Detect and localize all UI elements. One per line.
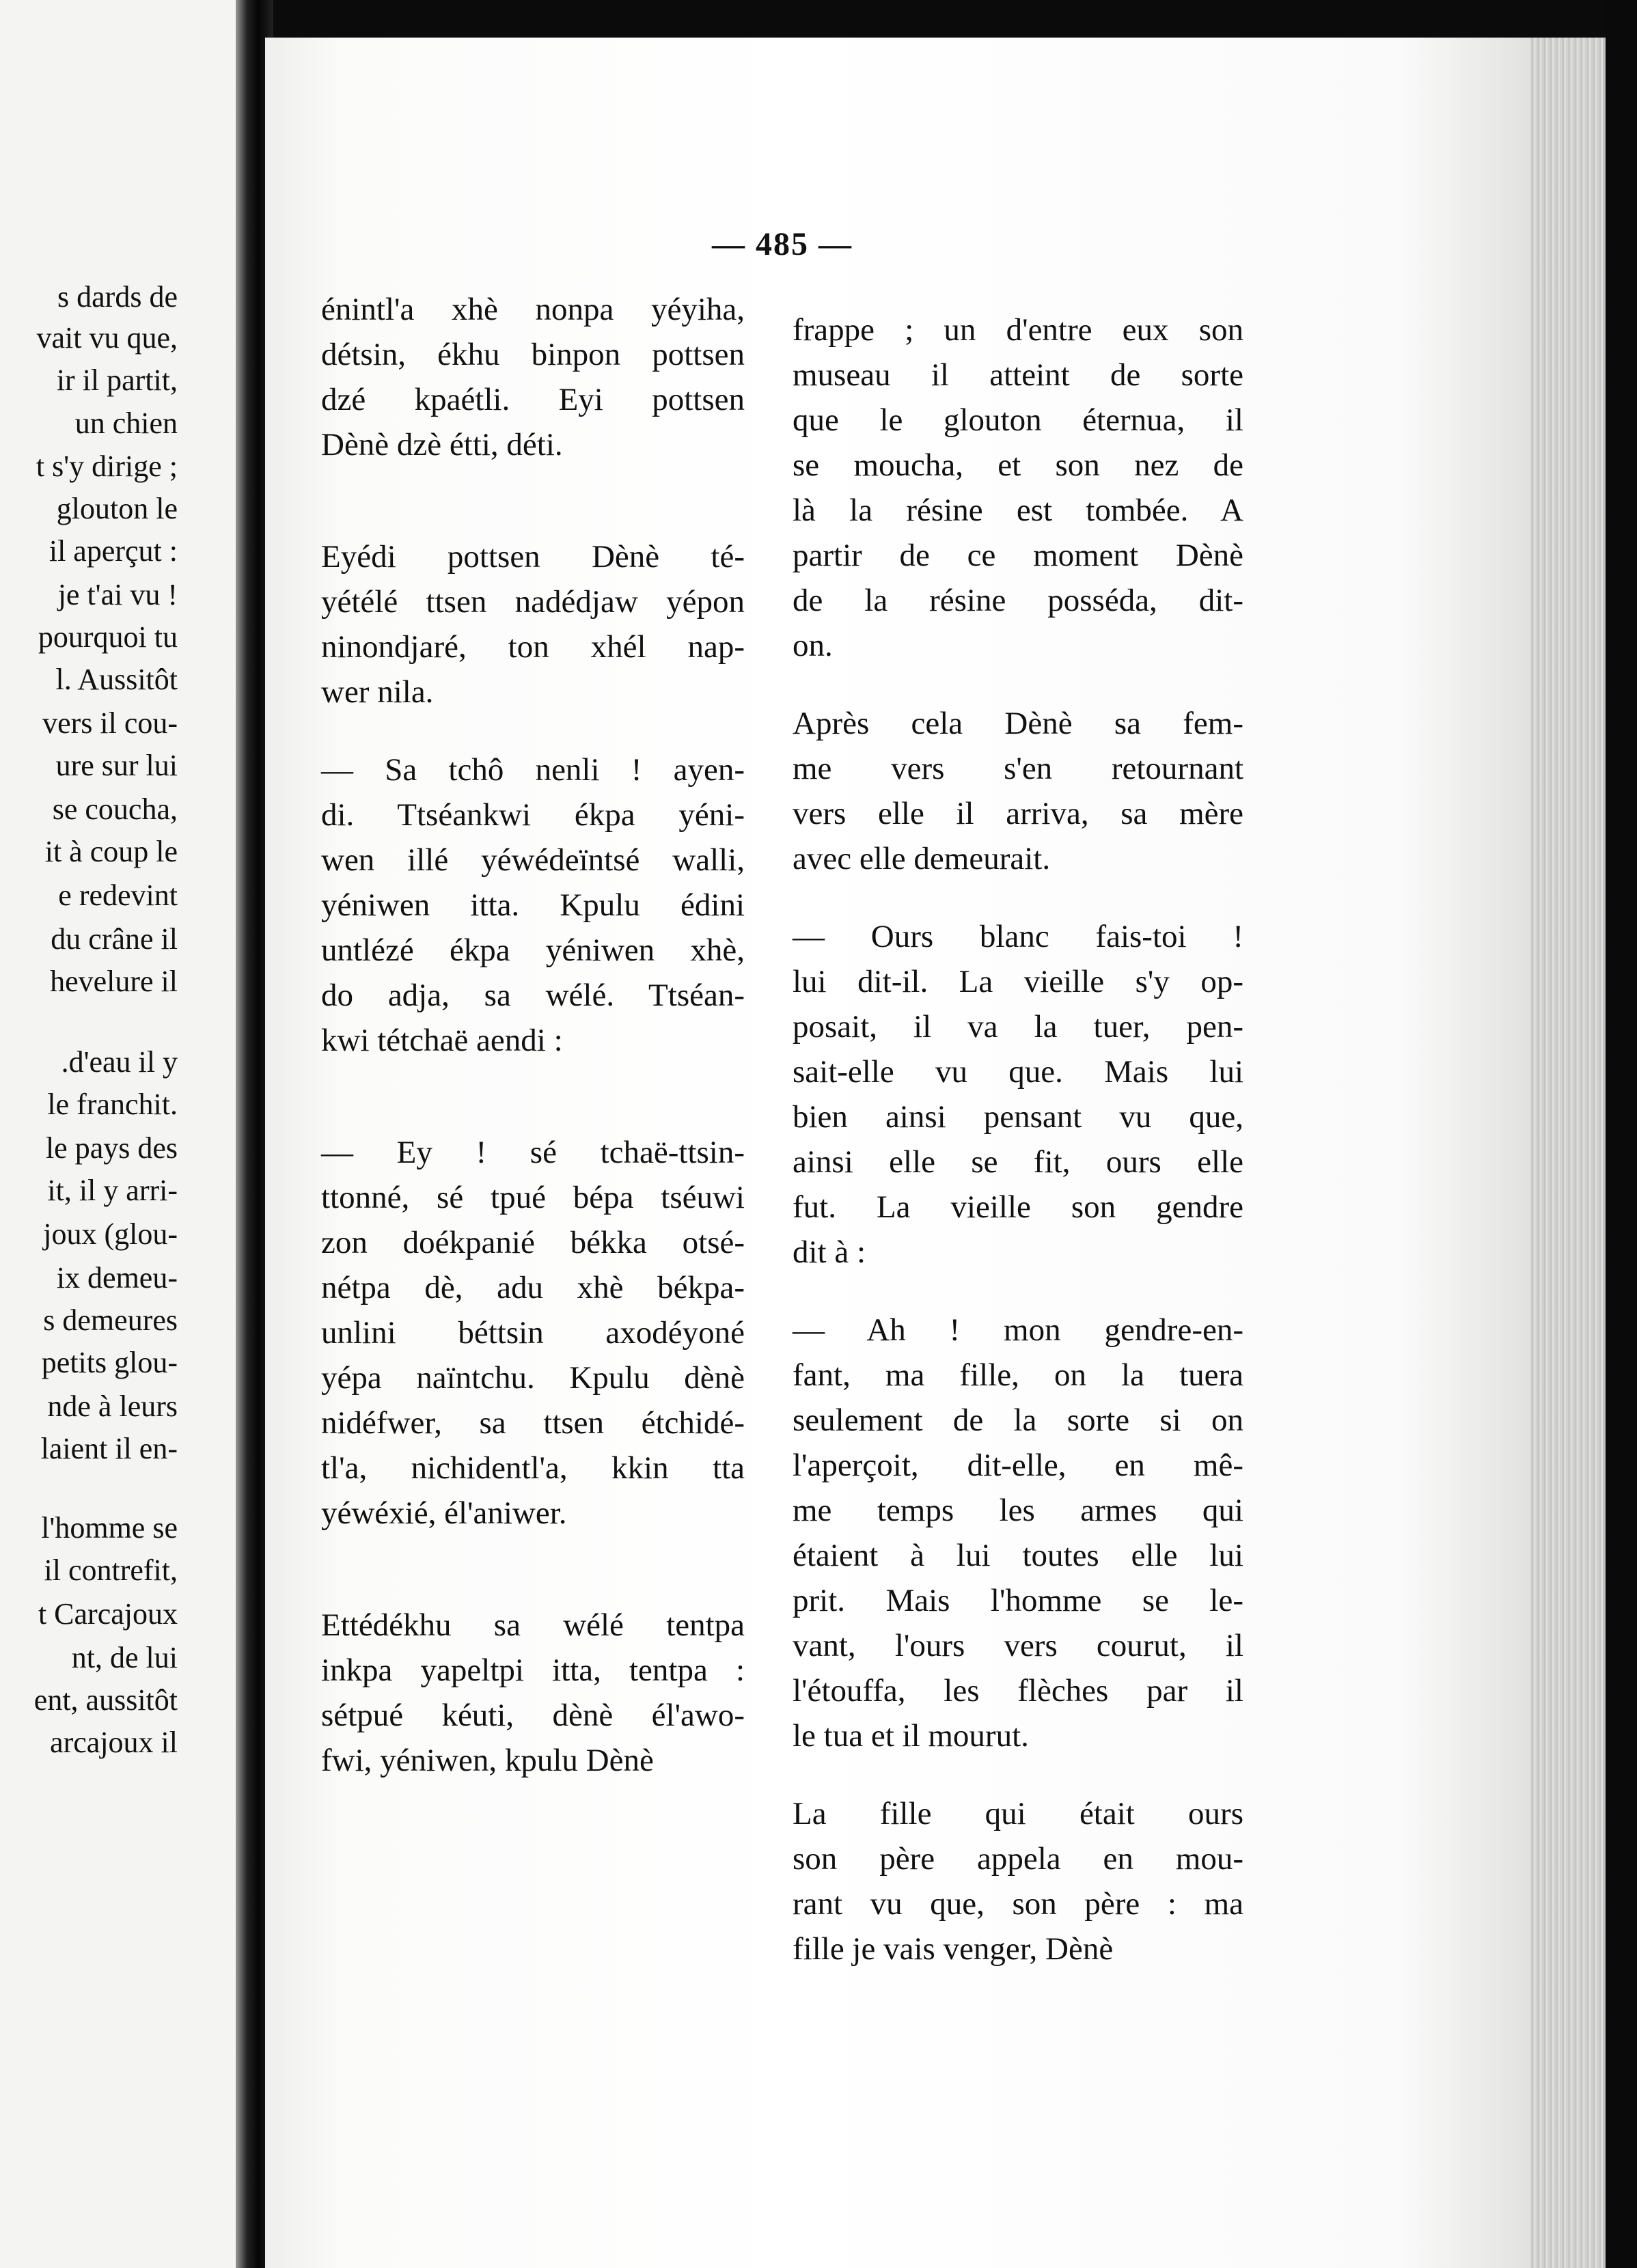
text-line: là la résine est tombée. A	[793, 493, 1243, 528]
text-line: fille je vais venger, Dènè	[793, 1931, 1114, 1967]
text-line: museau il atteint de sorte	[793, 357, 1243, 393]
previous-page-line: vait vu que,	[36, 321, 178, 355]
text-line: Eyédi pottsen Dènè té-	[321, 539, 745, 575]
paragraph-gap	[793, 668, 1243, 701]
text-line: seulement de la sorte si on	[793, 1402, 1243, 1438]
paragraph	[321, 747, 745, 1063]
text-line: de la résine posséda, dit-	[793, 583, 1243, 618]
previous-page-line: nde à leurs	[47, 1389, 178, 1423]
paragraph-gap	[321, 715, 745, 747]
paragraph-gap	[793, 881, 1243, 914]
previous-page-line: un chien	[74, 406, 178, 440]
text-line: vers elle il arriva, sa mère	[793, 796, 1243, 831]
paragraph	[793, 1308, 1243, 1758]
paragraph	[321, 287, 745, 467]
text-line: se moucha, et son nez de	[793, 447, 1243, 483]
paragraph-gap	[321, 467, 745, 534]
text-line: di. Ttséankwi ékpa yéni-	[321, 797, 745, 833]
text-line: Dènè dzè étti, déti.	[321, 427, 563, 462]
text-line: wen illé yéwédeïntsé walli,	[321, 842, 745, 878]
text-line: fwi, yéniwen, kpulu Dènè	[321, 1743, 654, 1778]
previous-page-line: le pays des	[45, 1131, 178, 1165]
paragraph-gap	[321, 1536, 745, 1603]
previous-page-line: il contrefit,	[44, 1553, 178, 1587]
text-line: bien ainsi pensant vu que,	[793, 1099, 1243, 1135]
text-line: que le glouton éternua, il	[793, 402, 1243, 438]
text-line: — Ours blanc fais-toi !	[793, 919, 1243, 954]
text-line: wer nila.	[321, 674, 434, 710]
previous-page-line: l'homme se	[41, 1511, 178, 1545]
text-line: l'étouffa, les flèches par il	[793, 1673, 1243, 1709]
text-line: le tua et il mourut.	[793, 1718, 1029, 1754]
previous-page-line: glouton le	[56, 492, 178, 525]
paragraph	[321, 534, 745, 715]
text-line: zon doékpanié békka otsé-	[321, 1225, 745, 1260]
text-line: me temps les armes qui	[793, 1493, 1243, 1528]
text-line: tl'a, nichidentl'a, kkin tta	[321, 1450, 745, 1486]
previous-page-line: se coucha,	[52, 792, 178, 826]
previous-page-line: le franchit.	[47, 1088, 178, 1121]
text-line: kwi tétchaë aendi :	[321, 1023, 563, 1058]
paragraph	[793, 307, 1243, 668]
paragraph	[793, 914, 1243, 1275]
text-line: — Sa tchô nenli ! ayen-	[321, 752, 745, 788]
previous-page-line: ure sur lui	[55, 749, 178, 782]
text-line: vant, l'ours vers courut, il	[793, 1628, 1243, 1663]
text-line: fant, ma fille, on la tuera	[793, 1357, 1243, 1393]
text-line: prit. Mais l'homme se le-	[793, 1583, 1243, 1618]
previous-page-line: pourquoi tu	[38, 620, 178, 654]
text-line: partir de ce moment Dènè	[793, 538, 1243, 573]
previous-page-line: .d'eau il y	[61, 1045, 178, 1079]
previous-page-line: nt, de lui	[71, 1641, 178, 1674]
text-line: ttonné, sé tpué bépa tséuwi	[321, 1180, 745, 1215]
text-line: yépa naïntchu. Kpulu dènè	[321, 1360, 745, 1396]
text-line: Ettédékhu sa wélé tentpa	[321, 1607, 745, 1643]
previous-page-line: l. Aussitôt	[55, 663, 178, 696]
paragraph	[793, 701, 1243, 881]
text-line: l'aperçoit, dit-elle, en mê-	[793, 1448, 1243, 1483]
previous-page-line: petits glou-	[41, 1346, 178, 1379]
text-line: unlini béttsin axodéyoné	[321, 1315, 745, 1351]
previous-page-line: arcajoux il	[50, 1726, 178, 1759]
text-line: — Ah ! mon gendre-en-	[793, 1312, 1243, 1348]
previous-page-line: vers il cou-	[42, 706, 178, 740]
text-line: frappe ; un d'entre eux son	[793, 312, 1243, 348]
text-line: on.	[793, 628, 833, 663]
text-line: son père appela en mou-	[793, 1841, 1243, 1877]
text-line: détsin, ékhu binpon pottsen	[321, 337, 745, 372]
paragraph-gap	[321, 1063, 745, 1130]
scan-right-border	[1606, 0, 1637, 2268]
text-line: Après cela Dènè sa fem-	[793, 706, 1243, 741]
text-line: yétélé ttsen nadédjaw yépon	[321, 584, 745, 620]
text-line: fut. La vieille son gendre	[793, 1189, 1243, 1225]
text-line: posait, il va la tuer, pen-	[793, 1009, 1243, 1045]
text-line: yéniwen itta. Kpulu édini	[321, 887, 745, 923]
previous-page-line: hevelure il	[50, 965, 178, 998]
text-line: La fille qui était ours	[793, 1796, 1243, 1831]
text-line: — Ey ! sé tchaë-ttsin-	[321, 1135, 745, 1170]
text-line: yéwéxié, él'aniwer.	[321, 1495, 567, 1531]
previous-page-line: s demeures	[43, 1303, 178, 1337]
text-line: dzé kpaétli. Eyi pottsen	[321, 382, 745, 417]
previous-page-line: ix demeu-	[56, 1261, 178, 1295]
text-line: rant vu que, son père : ma	[793, 1886, 1243, 1922]
previous-page-line: joux (glou-	[43, 1217, 178, 1251]
previous-page-line: je t'ai vu !	[57, 578, 178, 611]
text-column-left	[321, 287, 745, 1783]
paragraph	[321, 1130, 745, 1536]
text-line: nidéfwer, sa ttsen étchidé-	[321, 1405, 745, 1441]
previous-page-line: e redevint	[58, 879, 178, 912]
text-line: dit à :	[793, 1234, 866, 1270]
previous-page-line: il aperçut :	[49, 534, 178, 568]
previous-page-line: it, il y arri-	[47, 1174, 178, 1207]
text-line: sétpué kéuti, dènè él'awo-	[321, 1698, 745, 1733]
text-line: untlézé ékpa yéniwen xhè,	[321, 932, 745, 968]
scan-top-border	[265, 0, 1637, 41]
previous-page-fragment	[0, 0, 246, 2268]
paragraph-gap	[793, 1275, 1243, 1308]
paragraph	[321, 1603, 745, 1783]
text-line: étaient à lui toutes elle lui	[793, 1538, 1243, 1573]
previous-page-line: laient il en-	[40, 1432, 178, 1465]
text-line: do adja, sa wélé. Ttséan-	[321, 978, 745, 1013]
text-line: nétpa dè, adu xhè békpa-	[321, 1270, 745, 1305]
previous-page-line: ir il partit,	[56, 363, 178, 397]
paragraph	[793, 1791, 1243, 1972]
page-number: — 485 —	[712, 226, 853, 262]
text-line: me vers s'en retournant	[793, 751, 1243, 786]
previous-page-line: s dards de	[57, 280, 178, 314]
text-column-right	[793, 307, 1243, 1972]
paragraph-gap	[793, 1758, 1243, 1791]
text-line: lui dit-il. La vieille s'y op-	[793, 964, 1243, 999]
previous-page-line: du crâne il	[51, 922, 178, 956]
text-line: avec elle demeurait.	[793, 841, 1051, 876]
text-line: énintl'a xhè nonpa yéyiha,	[321, 292, 745, 327]
text-line: ninondjaré, ton xhél nap-	[321, 629, 745, 665]
page-edges	[1530, 38, 1606, 2268]
previous-page-line: ent, aussitôt	[33, 1683, 178, 1717]
text-line: inkpa yapeltpi itta, tentpa :	[321, 1652, 745, 1688]
previous-page-line: it à coup le	[44, 835, 178, 868]
text-line: sait-elle vu que. Mais lui	[793, 1054, 1243, 1090]
previous-page-line: t s'y dirige ;	[36, 450, 178, 483]
text-line: ainsi elle se fit, ours elle	[793, 1144, 1243, 1180]
previous-page-line: t Carcajoux	[38, 1597, 178, 1631]
